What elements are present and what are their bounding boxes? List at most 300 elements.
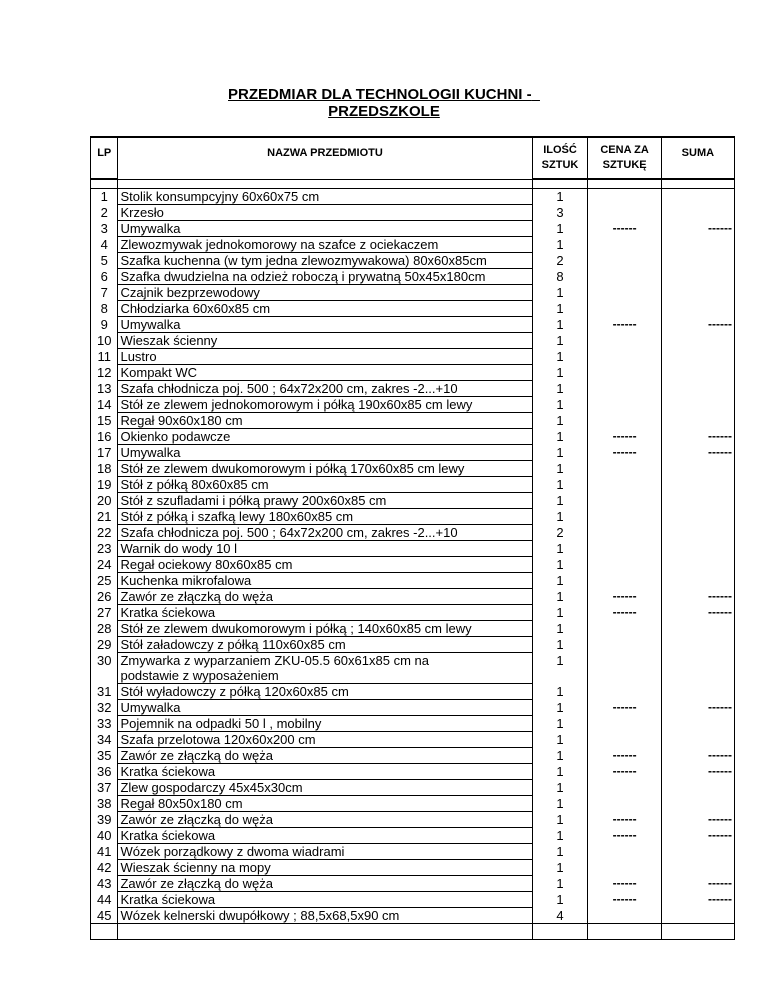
- row-name: [118, 189, 532, 205]
- row-price: [588, 509, 661, 525]
- row-price: [588, 908, 661, 924]
- row-qty: 1: [532, 780, 588, 796]
- table-row: [91, 653, 735, 684]
- table-row: [91, 493, 735, 509]
- row-name-text: Zawór ze złączką do węża: [120, 876, 273, 891]
- header-sum: SUMA: [661, 137, 734, 179]
- table-row: [91, 349, 735, 365]
- table-row: [91, 221, 735, 237]
- row-name: [118, 637, 532, 653]
- row-qty: 1: [532, 317, 588, 333]
- table-row: [91, 269, 735, 285]
- row-sum: ------: [661, 589, 734, 605]
- row-price: ------: [588, 317, 661, 333]
- row-sum: [661, 796, 734, 812]
- row-qty: 3: [532, 205, 588, 221]
- table-row: [91, 189, 735, 205]
- table-row: [91, 892, 735, 908]
- row-name-text: Kuchenka mikrofalowa: [120, 573, 252, 588]
- row-lp: 11: [91, 349, 118, 365]
- row-price: [588, 541, 661, 557]
- row-lp: 2: [91, 205, 118, 221]
- row-name-text: Kratka ściekowa: [120, 892, 216, 907]
- row-name-text: Zawór ze złączką do węża: [120, 748, 273, 763]
- row-name-text: Zmywarka z wyparzaniem ZKU-05.5 60x61x85 cm na: [120, 653, 429, 668]
- row-price: [588, 365, 661, 381]
- row-name: [118, 844, 532, 860]
- row-name: [118, 748, 532, 764]
- row-name-text: Stół wyładowczy z półką 120x60x85 cm: [120, 684, 349, 699]
- table-row: [91, 333, 735, 349]
- table-row: [91, 381, 735, 397]
- row-sum: [661, 365, 734, 381]
- row-name: [118, 253, 532, 269]
- row-name: [118, 828, 532, 844]
- row-name-text: Umywalka: [120, 700, 181, 715]
- table-row: [91, 557, 735, 573]
- row-name-text: Szafka dwudzielna na odzież roboczą i prywatną 50x45x180cm: [120, 269, 486, 284]
- row-lp: 14: [91, 397, 118, 413]
- row-name: [118, 221, 532, 237]
- row-name-text: Wózek kelnerski dwupółkowy ; 88,5x68,5x90 cm: [120, 908, 400, 923]
- row-name: [118, 333, 532, 349]
- row-name-text: Szafa chłodnicza poj. 500 ; 64x72x200 cm, zakres -2...+10: [120, 381, 458, 396]
- row-qty: 1: [532, 461, 588, 477]
- row-qty: 1: [532, 796, 588, 812]
- row-sum: [661, 573, 734, 589]
- row-qty: 1: [532, 844, 588, 860]
- row-lp: 39: [91, 812, 118, 828]
- row-price: [588, 413, 661, 429]
- row-name: [118, 700, 532, 716]
- row-name-text: Zlew gospodarczy 45x45x30cm: [120, 780, 303, 795]
- row-sum: ------: [661, 221, 734, 237]
- row-lp: 5: [91, 253, 118, 269]
- blank-cell: [118, 924, 532, 940]
- row-sum: [661, 844, 734, 860]
- row-qty: 1: [532, 589, 588, 605]
- row-sum: [661, 621, 734, 637]
- row-price: [588, 525, 661, 541]
- row-qty: 1: [532, 301, 588, 317]
- row-name: [118, 269, 532, 285]
- row-name: [118, 525, 532, 541]
- row-lp: 21: [91, 509, 118, 525]
- spacer-row: [91, 179, 735, 189]
- row-qty: 1: [532, 509, 588, 525]
- header-lp: LP: [91, 137, 118, 179]
- row-name: [118, 573, 532, 589]
- row-qty: 1: [532, 573, 588, 589]
- row-sum: [661, 413, 734, 429]
- row-lp: 25: [91, 573, 118, 589]
- row-name: [118, 892, 532, 908]
- row-name-text: Stół z półką 80x60x85 cm: [120, 477, 269, 492]
- row-qty: 1: [532, 541, 588, 557]
- table-row: [91, 589, 735, 605]
- row-name: [118, 780, 532, 796]
- row-qty: 1: [532, 397, 588, 413]
- table-row: [91, 461, 735, 477]
- row-name: [118, 205, 532, 221]
- row-name-text: Zlewozmywak jednokomorowy na szafce z ociekaczem: [120, 237, 439, 252]
- row-name-text: Regał ociekowy 80x60x85 cm: [120, 557, 293, 572]
- row-qty: 1: [532, 413, 588, 429]
- table-row: [91, 876, 735, 892]
- row-price: ------: [588, 589, 661, 605]
- row-lp: 36: [91, 764, 118, 780]
- row-sum: [661, 205, 734, 221]
- row-name: [118, 301, 532, 317]
- spacer-cell: [532, 179, 588, 189]
- row-lp: 8: [91, 301, 118, 317]
- row-name-text: Chłodziarka 60x60x85 cm: [120, 301, 271, 316]
- table-row: [91, 525, 735, 541]
- row-sum: [661, 732, 734, 748]
- table-row: [91, 237, 735, 253]
- row-lp: 43: [91, 876, 118, 892]
- row-qty: 1: [532, 605, 588, 621]
- row-name-text: Umywalka: [120, 317, 181, 332]
- row-name-text: Stolik konsumpcyjny 60x60x75 cm: [120, 189, 320, 204]
- row-name: [118, 589, 532, 605]
- row-sum: [661, 525, 734, 541]
- row-sum: [661, 637, 734, 653]
- row-lp: 18: [91, 461, 118, 477]
- row-name-text: Kompakt WC: [120, 365, 198, 380]
- row-name: [118, 812, 532, 828]
- row-name-text: Wózek porządkowy z dwoma wiadrami: [120, 844, 345, 859]
- row-name-text: Zawór ze złączką do węża: [120, 812, 273, 827]
- row-name: [118, 684, 532, 700]
- row-sum: ------: [661, 812, 734, 828]
- blank-cell: [91, 924, 118, 940]
- row-sum: ------: [661, 429, 734, 445]
- row-name: [118, 876, 532, 892]
- row-price: [588, 732, 661, 748]
- row-sum: [661, 301, 734, 317]
- row-lp: 41: [91, 844, 118, 860]
- table-row: [91, 285, 735, 301]
- row-name: [118, 653, 532, 684]
- row-qty: 1: [532, 349, 588, 365]
- row-price: [588, 349, 661, 365]
- row-qty: 1: [532, 812, 588, 828]
- row-lp: 45: [91, 908, 118, 924]
- row-name: [118, 621, 532, 637]
- row-sum: [661, 253, 734, 269]
- row-lp: 1: [91, 189, 118, 205]
- row-lp: 28: [91, 621, 118, 637]
- row-lp: 31: [91, 684, 118, 700]
- row-qty: 1: [532, 700, 588, 716]
- row-sum: [661, 684, 734, 700]
- row-qty: 1: [532, 493, 588, 509]
- row-name: [118, 605, 532, 621]
- row-price: [588, 780, 661, 796]
- row-qty: 1: [532, 653, 588, 684]
- row-price: [588, 796, 661, 812]
- row-sum: [661, 349, 734, 365]
- row-qty: 1: [532, 557, 588, 573]
- row-lp: 3: [91, 221, 118, 237]
- row-sum: [661, 397, 734, 413]
- table-header-row: [91, 137, 735, 179]
- table-row: [91, 828, 735, 844]
- row-qty: 1: [532, 748, 588, 764]
- row-sum: [661, 285, 734, 301]
- row-price: [588, 205, 661, 221]
- row-lp: 26: [91, 589, 118, 605]
- row-name-text: Szafa przelotowa 120x60x200 cm: [120, 732, 316, 747]
- row-qty: 1: [532, 285, 588, 301]
- row-lp: 24: [91, 557, 118, 573]
- row-lp: 6: [91, 269, 118, 285]
- row-qty: 1: [532, 237, 588, 253]
- row-name: [118, 732, 532, 748]
- row-sum: ------: [661, 317, 734, 333]
- row-sum: [661, 653, 734, 684]
- row-lp: 19: [91, 477, 118, 493]
- table-row-blank: [91, 924, 735, 940]
- row-qty: 1: [532, 892, 588, 908]
- row-lp: 34: [91, 732, 118, 748]
- table-row: [91, 509, 735, 525]
- row-price: [588, 301, 661, 317]
- row-name: [118, 397, 532, 413]
- row-name-text: Regał 80x50x180 cm: [120, 796, 243, 811]
- table-row: [91, 716, 735, 732]
- row-price: [588, 397, 661, 413]
- row-name-text-cont: podstawie z wyposażeniem: [120, 668, 279, 683]
- row-qty: 1: [532, 828, 588, 844]
- row-name: [118, 908, 532, 924]
- row-name-text: Stół załadowczy z półką 110x60x85 cm: [120, 637, 346, 652]
- row-name-text: Umywalka: [120, 221, 181, 236]
- row-name: [118, 285, 532, 301]
- row-lp: 4: [91, 237, 118, 253]
- table-row: [91, 429, 735, 445]
- row-qty: 1: [532, 429, 588, 445]
- row-name-text: Szafka kuchenna (w tym jedna zlewozmywakowa) 80x60x85cm: [120, 253, 487, 268]
- row-sum: ------: [661, 748, 734, 764]
- row-name-text: Szafa chłodnicza poj. 500 ; 64x72x200 cm, zakres -2...+10: [120, 525, 458, 540]
- row-qty: 8: [532, 269, 588, 285]
- row-price: [588, 237, 661, 253]
- row-name-text: Kratka ściekowa: [120, 764, 216, 779]
- row-lp: 44: [91, 892, 118, 908]
- row-name-text: Czajnik bezprzewodowy: [120, 285, 260, 300]
- row-qty: 1: [532, 333, 588, 349]
- row-price: ------: [588, 812, 661, 828]
- table-row: [91, 812, 735, 828]
- row-qty: 1: [532, 876, 588, 892]
- table-row: [91, 477, 735, 493]
- spacer-cell: [91, 179, 118, 189]
- row-price: [588, 253, 661, 269]
- row-name-text: Kratka ściekowa: [120, 828, 216, 843]
- row-sum: [661, 269, 734, 285]
- table-row: [91, 796, 735, 812]
- row-lp: 37: [91, 780, 118, 796]
- row-price: [588, 381, 661, 397]
- row-sum: ------: [661, 828, 734, 844]
- row-price: [588, 477, 661, 493]
- row-price: ------: [588, 221, 661, 237]
- row-name: [118, 381, 532, 397]
- row-lp: 27: [91, 605, 118, 621]
- row-lp: 33: [91, 716, 118, 732]
- row-price: [588, 716, 661, 732]
- row-lp: 10: [91, 333, 118, 349]
- table-row: [91, 764, 735, 780]
- table-row: [91, 684, 735, 700]
- row-sum: ------: [661, 700, 734, 716]
- spacer-cell: [588, 179, 661, 189]
- row-name-text: Pojemnik na odpadki 50 l , mobilny: [120, 716, 322, 731]
- row-sum: [661, 493, 734, 509]
- row-name: [118, 541, 532, 557]
- row-lp: 9: [91, 317, 118, 333]
- blank-cell: [588, 924, 661, 940]
- row-price: [588, 333, 661, 349]
- row-sum: [661, 780, 734, 796]
- spacer-cell: [118, 179, 532, 189]
- row-name: [118, 509, 532, 525]
- row-lp: 40: [91, 828, 118, 844]
- row-price: [588, 557, 661, 573]
- blank-cell: [532, 924, 588, 940]
- row-price: ------: [588, 605, 661, 621]
- row-qty: 1: [532, 732, 588, 748]
- row-sum: ------: [661, 892, 734, 908]
- row-qty: 1: [532, 716, 588, 732]
- document-title-line1: PRZEDMIAR DLA TECHNOLOGII KUCHNI -: [228, 86, 532, 103]
- table-row: [91, 205, 735, 221]
- table-body: [91, 179, 735, 940]
- row-sum: [661, 509, 734, 525]
- row-lp: 17: [91, 445, 118, 461]
- table-row: [91, 445, 735, 461]
- items-table: [90, 136, 735, 940]
- row-price: [588, 285, 661, 301]
- row-name: [118, 477, 532, 493]
- row-price: [588, 844, 661, 860]
- row-price: [588, 189, 661, 205]
- row-lp: 20: [91, 493, 118, 509]
- row-name: [118, 445, 532, 461]
- row-price: ------: [588, 876, 661, 892]
- row-price: [588, 461, 661, 477]
- row-qty: 1: [532, 381, 588, 397]
- table-row: [91, 317, 735, 333]
- table-row: [91, 365, 735, 381]
- row-price: ------: [588, 429, 661, 445]
- row-price: ------: [588, 828, 661, 844]
- row-lp: 16: [91, 429, 118, 445]
- row-lp: 12: [91, 365, 118, 381]
- table-row: [91, 844, 735, 860]
- row-name-text: Stół ze zlewem dwukomorowym i półką ; 140x60x85 cm lewy: [120, 621, 472, 636]
- table-row: [91, 397, 735, 413]
- row-sum: ------: [661, 876, 734, 892]
- row-lp: 32: [91, 700, 118, 716]
- row-qty: 1: [532, 860, 588, 876]
- row-name: [118, 317, 532, 333]
- row-price: ------: [588, 748, 661, 764]
- row-lp: 42: [91, 860, 118, 876]
- row-price: [588, 573, 661, 589]
- row-qty: 1: [532, 637, 588, 653]
- blank-cell: [661, 924, 734, 940]
- row-lp: 38: [91, 796, 118, 812]
- row-sum: [661, 381, 734, 397]
- row-price: ------: [588, 700, 661, 716]
- row-price: [588, 860, 661, 876]
- row-qty: 1: [532, 621, 588, 637]
- row-name: [118, 429, 532, 445]
- row-name: [118, 413, 532, 429]
- row-price: [588, 269, 661, 285]
- row-sum: [661, 541, 734, 557]
- table-row: [91, 732, 735, 748]
- row-lp: 15: [91, 413, 118, 429]
- row-price: ------: [588, 445, 661, 461]
- row-name: [118, 349, 532, 365]
- table-row: [91, 748, 735, 764]
- row-name-text: Stół z półką i szafką lewy 180x60x85 cm: [120, 509, 354, 524]
- table-row: [91, 780, 735, 796]
- row-name: [118, 764, 532, 780]
- row-sum: [661, 477, 734, 493]
- row-price: [588, 493, 661, 509]
- document-title-line2: PRZEDSZKOLE: [328, 103, 440, 120]
- row-name: [118, 461, 532, 477]
- row-qty: 2: [532, 525, 588, 541]
- row-sum: [661, 860, 734, 876]
- row-qty: 1: [532, 764, 588, 780]
- header-qty: ILOŚĆ SZTUK: [532, 137, 588, 179]
- row-qty: 2: [532, 253, 588, 269]
- row-sum: [661, 908, 734, 924]
- row-lp: 35: [91, 748, 118, 764]
- header-price: CENA ZA SZTUKĘ: [588, 137, 661, 179]
- row-qty: 1: [532, 445, 588, 461]
- table-row: [91, 253, 735, 269]
- row-name: [118, 493, 532, 509]
- table-row: [91, 573, 735, 589]
- row-name-text: Krzesło: [120, 205, 164, 220]
- row-name: [118, 237, 532, 253]
- row-name-text: Stół ze zlewem jednokomorowym i półką 190x60x85 cm lewy: [120, 397, 473, 412]
- row-name: [118, 860, 532, 876]
- row-name-text: Warnik do wody 10 l: [120, 541, 238, 556]
- row-sum: ------: [661, 764, 734, 780]
- row-sum: [661, 557, 734, 573]
- row-name-text: Regał 90x60x180 cm: [120, 413, 243, 428]
- row-lp: 7: [91, 285, 118, 301]
- row-sum: ------: [661, 445, 734, 461]
- row-name-text: Wieszak ścienny na mopy: [120, 860, 271, 875]
- row-qty: 1: [532, 477, 588, 493]
- row-name: [118, 796, 532, 812]
- row-price: ------: [588, 892, 661, 908]
- table-row: [91, 301, 735, 317]
- row-sum: [661, 189, 734, 205]
- spacer-cell: [661, 179, 734, 189]
- row-sum: [661, 716, 734, 732]
- table-row: [91, 621, 735, 637]
